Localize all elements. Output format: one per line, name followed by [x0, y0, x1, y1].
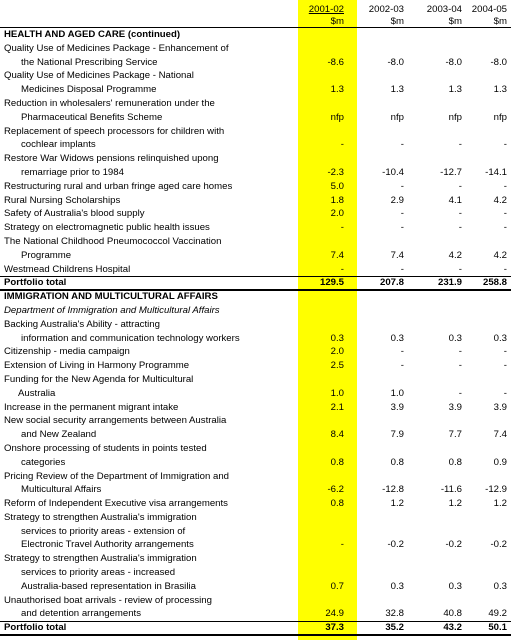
budget-table	[0, 28, 511, 635]
value-2003-04: -12.7	[440, 166, 462, 178]
row-label: categories	[21, 456, 66, 468]
value-2003-04: 4.2	[448, 249, 462, 261]
table-row	[0, 221, 511, 235]
table-row	[0, 83, 511, 97]
value-2002-03: -	[400, 180, 404, 192]
value-2003-04: 231.9	[437, 277, 462, 289]
value-2002-03: 1.3	[390, 84, 404, 96]
row-label: Quality Use of Medicines Package - Enhancement of	[4, 42, 229, 54]
year-header-2004-05	[457, 4, 507, 27]
row-label: The National Childhood Pneumococcol Vaccination	[4, 235, 222, 247]
value-2003-04: -0.2	[445, 539, 462, 551]
value-2001-02: -	[340, 539, 344, 551]
year-header-2002-03	[354, 4, 404, 27]
value-2001-02: 37.3	[325, 622, 344, 634]
column-header	[0, 4, 511, 28]
value-2004-05: 4.2	[493, 194, 507, 206]
value-2001-02: nfp	[330, 111, 344, 123]
value-2004-05: 4.2	[493, 249, 507, 261]
value-2002-03: 32.8	[385, 608, 404, 620]
table-row	[0, 138, 511, 152]
value-2004-05: 7.4	[493, 429, 507, 441]
table-row	[0, 470, 511, 484]
value-2002-03: 1.2	[390, 498, 404, 510]
value-2003-04: 0.8	[448, 456, 462, 468]
value-2004-05: 258.8	[482, 277, 507, 289]
row-label: Westmead Childrens Hospital	[4, 263, 131, 275]
row-label: Restore War Widows pensions relinquished upong	[4, 153, 219, 165]
row-label: Funding for the New Agenda for Multicultural	[4, 373, 194, 385]
unit-label: $m	[390, 15, 404, 27]
department-heading	[0, 304, 511, 318]
value-2002-03: 35.2	[385, 622, 404, 634]
value-2003-04: -	[458, 263, 462, 275]
row-label: New social security arrangements between Australia	[4, 415, 227, 427]
table-row	[0, 125, 511, 139]
table-row	[0, 428, 511, 442]
table-row	[0, 552, 511, 566]
portfolio-total-row	[0, 276, 511, 290]
value-2002-03: 0.3	[390, 580, 404, 592]
row-label: HEALTH AND AGED CARE (continued)	[4, 29, 181, 40]
row-label: Increase in the permanent migrant intake	[4, 401, 179, 413]
value-2003-04: -	[458, 387, 462, 399]
row-label: cochlear implants	[21, 139, 96, 151]
table-row	[0, 414, 511, 428]
row-label: Department of Immigration and Multicultural Affairs	[4, 304, 220, 316]
value-2004-05: 0.3	[493, 332, 507, 344]
value-2002-03: nfp	[390, 111, 404, 123]
value-2004-05: -	[503, 346, 507, 358]
table-row	[0, 442, 511, 456]
year-header-2001-02	[294, 4, 344, 27]
section-heading	[0, 290, 511, 304]
row-label: Strategy on electromagnetic public health issues	[4, 222, 210, 234]
table-row	[0, 194, 511, 208]
table-row	[0, 42, 511, 56]
table-row	[0, 166, 511, 180]
table-row	[0, 359, 511, 373]
value-2004-05: 49.2	[488, 608, 507, 620]
value-2001-02: 5.0	[330, 180, 344, 192]
value-2002-03: -0.2	[387, 539, 404, 551]
value-2001-02: 2.5	[330, 360, 344, 372]
row-label: remarriage prior to 1984	[21, 166, 124, 178]
value-2001-02: 8.4	[330, 429, 344, 441]
row-label: Backing Australia's Ability - attracting	[4, 318, 160, 330]
table-row	[0, 373, 511, 387]
value-2003-04: -8.0	[445, 56, 462, 68]
value-2003-04: 7.7	[448, 429, 462, 441]
table-row	[0, 580, 511, 594]
value-2002-03: -	[400, 139, 404, 151]
row-label: Onshore processing of students in points tested	[4, 442, 207, 454]
value-2003-04: -	[458, 180, 462, 192]
table-row	[0, 207, 511, 221]
value-2002-03: 2.9	[390, 194, 404, 206]
row-label: Portfolio total	[4, 277, 67, 289]
value-2003-04: -	[458, 139, 462, 151]
row-label: Safety of Australia's blood supply	[4, 208, 145, 220]
value-2001-02: -8.6	[327, 56, 344, 68]
value-2004-05: -12.9	[485, 484, 507, 496]
value-2001-02: 129.5	[319, 277, 344, 289]
row-label: Pricing Review of the Department of Immigration and	[4, 470, 230, 482]
row-label: Multicultural Affairs	[21, 484, 102, 496]
value-2002-03: -	[400, 263, 404, 275]
value-2004-05: 3.9	[493, 401, 507, 413]
row-label: and detention arrangements	[21, 608, 142, 620]
value-2004-05: -	[503, 387, 507, 399]
portfolio-total-row	[0, 621, 511, 635]
value-2002-03: 1.0	[390, 387, 404, 399]
row-label: Rural Nursing Scholarships	[4, 194, 121, 206]
table-row	[0, 263, 511, 277]
value-2004-05: -	[503, 222, 507, 234]
row-label: Extension of Living in Harmony Programme	[4, 360, 190, 372]
value-2001-02: 2.0	[330, 346, 344, 358]
value-2003-04: -	[458, 222, 462, 234]
value-2002-03: -	[400, 346, 404, 358]
row-label: Restructuring rural and urban fringe aged care homes	[4, 180, 233, 192]
row-label: Reduction in wholesalers' remuneration under the	[4, 97, 215, 109]
value-2003-04: 4.1	[448, 194, 462, 206]
value-2004-05: 1.2	[493, 498, 507, 510]
table-row	[0, 456, 511, 470]
value-2004-05: nfp	[493, 111, 507, 123]
value-2002-03: -8.0	[387, 56, 404, 68]
row-label: services to priority areas - extension of	[21, 525, 186, 537]
row-label: Unauthorised boat arrivals - review of processing	[4, 594, 212, 606]
row-label: Strategy to strengthen Australia's immigration	[4, 511, 197, 523]
value-2004-05: -	[503, 360, 507, 372]
value-2001-02: 2.0	[330, 208, 344, 220]
value-2001-02: 1.8	[330, 194, 344, 206]
table-row	[0, 401, 511, 415]
table-row	[0, 594, 511, 608]
value-2003-04: 1.3	[448, 84, 462, 96]
table-row	[0, 387, 511, 401]
value-2001-02: -	[340, 139, 344, 151]
row-label: Electronic Travel Authority arrangements	[21, 539, 194, 551]
value-2003-04: -	[458, 360, 462, 372]
table-row	[0, 511, 511, 525]
value-2004-05: -8.0	[490, 56, 507, 68]
table-row	[0, 180, 511, 194]
year-header-2003-04	[412, 4, 462, 27]
value-2002-03: 7.9	[390, 429, 404, 441]
year-label: 2001-02	[308, 4, 344, 15]
row-label: Medicines Disposal Programme	[21, 84, 157, 96]
row-label: Australia	[18, 387, 56, 399]
table-row	[0, 318, 511, 332]
value-2001-02: -	[340, 222, 344, 234]
value-2003-04: -11.6	[440, 484, 462, 496]
table-row	[0, 97, 511, 111]
table-row	[0, 525, 511, 539]
value-2003-04: 40.8	[443, 608, 462, 620]
value-2001-02: 0.3	[330, 332, 344, 344]
row-label: Pharmaceutical Benefits Scheme	[21, 111, 163, 123]
row-label: IMMIGRATION AND MULTICULTURAL AFFAIRS	[4, 291, 218, 303]
table-row	[0, 497, 511, 511]
value-2004-05: -	[503, 208, 507, 220]
table-row	[0, 249, 511, 263]
row-label: Strategy to strengthen Australia's immigration	[4, 553, 197, 565]
value-2001-02: 0.8	[330, 456, 344, 468]
row-label: Australia-based representation in Brasilia	[21, 580, 196, 592]
value-2003-04: 0.3	[448, 332, 462, 344]
value-2001-02: 1.3	[330, 84, 344, 96]
value-2002-03: -	[400, 360, 404, 372]
row-label: Quality Use of Medicines Package - National	[4, 70, 194, 82]
value-2004-05: -14.1	[485, 166, 507, 178]
value-2003-04: -	[458, 208, 462, 220]
table-row	[0, 566, 511, 580]
value-2002-03: 0.8	[390, 456, 404, 468]
value-2002-03: -12.8	[382, 484, 404, 496]
value-2002-03: -	[400, 222, 404, 234]
value-2004-05: 0.9	[493, 456, 507, 468]
value-2004-05: 50.1	[488, 622, 507, 634]
value-2004-05: 0.3	[493, 580, 507, 592]
row-label: Replacement of speech processors for children with	[4, 125, 225, 137]
table-row	[0, 69, 511, 83]
row-label: information and communication technology workers	[21, 332, 240, 344]
value-2002-03: -	[400, 208, 404, 220]
table-row	[0, 483, 511, 497]
row-label: the National Prescribing Service	[21, 56, 158, 68]
value-2001-02: -6.2	[327, 484, 344, 496]
value-2004-05: -	[503, 263, 507, 275]
value-2002-03: 207.8	[379, 277, 404, 289]
value-2002-03: 7.4	[390, 249, 404, 261]
value-2001-02: -	[340, 263, 344, 275]
row-label: Reform of Independent Executive visa arrangements	[4, 498, 228, 510]
section-heading	[0, 28, 511, 42]
year-label: 2004-05	[471, 4, 507, 15]
value-2003-04: 0.3	[448, 580, 462, 592]
table-row	[0, 345, 511, 359]
table-row	[0, 332, 511, 346]
row-label: Programme	[21, 249, 72, 261]
value-2002-03: 0.3	[390, 332, 404, 344]
unit-label: $m	[493, 15, 507, 27]
table-row	[0, 538, 511, 552]
value-2001-02: 1.0	[330, 387, 344, 399]
row-label: Portfolio total	[4, 622, 67, 634]
value-2001-02: 0.7	[330, 580, 344, 592]
table-row	[0, 235, 511, 249]
year-label: 2003-04	[426, 4, 462, 15]
value-2003-04: 3.9	[448, 401, 462, 413]
table-row	[0, 111, 511, 125]
value-2003-04: 1.2	[448, 498, 462, 510]
unit-label: $m	[330, 15, 344, 27]
table-row	[0, 607, 511, 621]
value-2001-02: 7.4	[330, 249, 344, 261]
value-2001-02: -2.3	[327, 166, 344, 178]
value-2004-05: -	[503, 139, 507, 151]
table-row	[0, 152, 511, 166]
value-2002-03: 3.9	[390, 401, 404, 413]
value-2003-04: -	[458, 346, 462, 358]
value-2004-05: 1.3	[493, 84, 507, 96]
value-2003-04: 43.2	[443, 622, 462, 634]
unit-label: $m	[448, 15, 462, 27]
year-label: 2002-03	[368, 4, 404, 15]
table-row	[0, 56, 511, 70]
row-label: services to priority areas - increased	[21, 567, 176, 579]
value-2004-05: -	[503, 180, 507, 192]
row-label: Citizenship - media campaign	[4, 346, 130, 358]
value-2001-02: 0.8	[330, 498, 344, 510]
value-2002-03: -10.4	[382, 166, 404, 178]
value-2004-05: -0.2	[490, 539, 507, 551]
value-2001-02: 2.1	[330, 401, 344, 413]
value-2003-04: nfp	[448, 111, 462, 123]
row-label: and New Zealand	[21, 429, 97, 441]
value-2001-02: 24.9	[325, 608, 344, 620]
